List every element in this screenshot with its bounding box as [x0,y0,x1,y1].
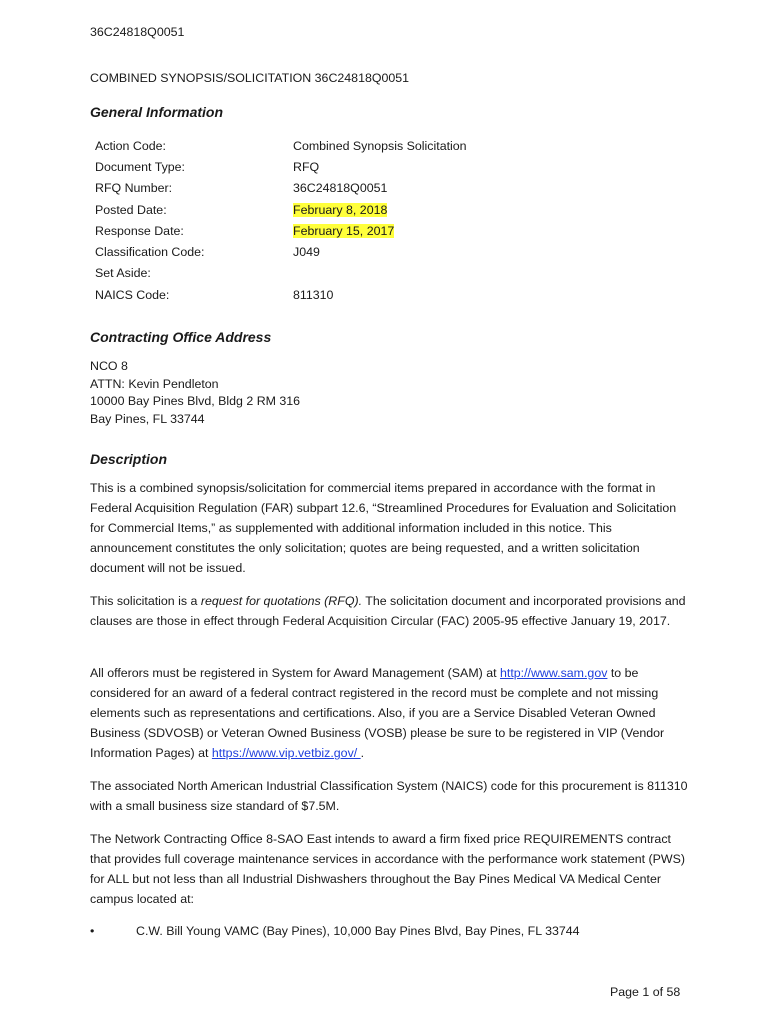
page-number: Page 1 of 58 [610,985,681,999]
field-label: Document Type: [95,159,185,174]
paragraph-text: The Network Contracting Office 8-SAO East intends to award a firm fixed price REQUIREMENTS contract that provides full coverage maintenance services in accordance with the performance work statement (PWS) for ALL but not less than all Industrial Dishwashers throughout the Bay Pines Medical VA Medical Center campus located at: [90,832,686,907]
address-line: 10000 Bay Pines Blvd, Bldg 2 RM 316 [90,394,301,409]
vip-vetbiz-link[interactable]: https://www.vip.vetbiz.gov/ [211,746,361,761]
field-value: J049 [293,245,320,260]
field-value-highlighted: February 8, 2018 [293,202,388,217]
paragraph-text: All offerors must be registered in System for Award Management (SAM) at [90,666,500,680]
bullet-text: C.W. Bill Young VAMC (Bay Pines), 10,000 Bay Pines Blvd, Bay Pines, FL 33744 [136,924,580,938]
rfq-number-row [95,178,467,199]
description-paragraph-4 [90,776,688,816]
sam-gov-link[interactable]: http://www.sam.gov [499,666,608,680]
address-line: NCO 8 [90,359,128,373]
set-aside-row [95,263,467,284]
field-label: RFQ Number: [95,181,173,196]
field-value: 36C24818Q0051 [293,181,388,196]
description-paragraph-1 [90,478,688,578]
address-line: Bay Pines, FL 33744 [90,412,205,427]
field-label: Action Code: [95,138,166,153]
rfq-emphasis: request for quotations (RFQ). [200,594,363,608]
address-line: ATTN: Kevin Pendleton [90,376,219,391]
description-paragraph-2 [90,591,688,631]
naics-code-row [95,284,467,305]
description-paragraph-5 [90,829,688,909]
classification-code-row [95,241,467,262]
description-paragraph-3 [90,663,688,763]
field-label: Classification Code: [95,245,205,260]
description-heading: Description [90,451,168,467]
general-information-heading: General Information [90,104,224,120]
field-value-highlighted: February 15, 2017 [293,223,395,238]
paragraph-text: This is a combined synopsis/solicitation for commercial items prepared in accordance with the format in Federal Acquisition Regulation (FAR) subpart 12.6, “Streamlined Procedures for Evaluation and Solicitation for Commercial Items,” as supplemented with additional information included in this notice. This announcement constitutes the only solicitation; quotes are being requested, and a written solicitation document will not be issued. [90,481,677,576]
document-type-row [95,156,467,177]
field-label: Posted Date: [95,202,167,217]
document-id: 36C24818Q0051 [90,25,185,39]
field-value: RFQ [293,159,320,174]
paragraph-text: to be considered for an award of a federal contract registered in the record must be complete and not missing elements such as representations and certifications. Also, if you are a Service Disabled Veteran Owned Business (SDVOSB) or Veteran Owned Business (VOSB) please be sure to be registered in VIP (Vendor Information Pages) at [90,666,665,761]
field-label: Response Date: [95,223,184,238]
field-value: 811310 [293,287,334,302]
paragraph-text: This solicitation is a [90,594,201,608]
paragraph-text: . [360,746,365,761]
paragraph-text: The solicitation document and incorporated provisions and clauses are those in effect through Federal Acquisition Circular (FAC) 2005-95 effective January 19, 2017. [90,594,686,629]
field-value: Combined Synopsis Solicitation [293,138,467,153]
field-label: Set Aside: [95,266,151,281]
bullet-icon: • [90,924,95,938]
paragraph-text: The associated North American Industrial Classification System (NAICS) code for this procurement is 811310 with a small business size standard of $7.5M. [90,779,688,814]
combined-title: COMBINED SYNOPSIS/SOLICITATION 36C24818Q0051 [90,71,410,85]
action-code-row [95,135,467,156]
contracting-office-address [90,358,300,429]
posted-date-row [95,199,467,220]
general-information-table [95,135,467,305]
response-date-row [95,220,467,241]
field-label: NAICS Code: [95,287,170,302]
contracting-office-heading: Contracting Office Address [90,329,272,345]
